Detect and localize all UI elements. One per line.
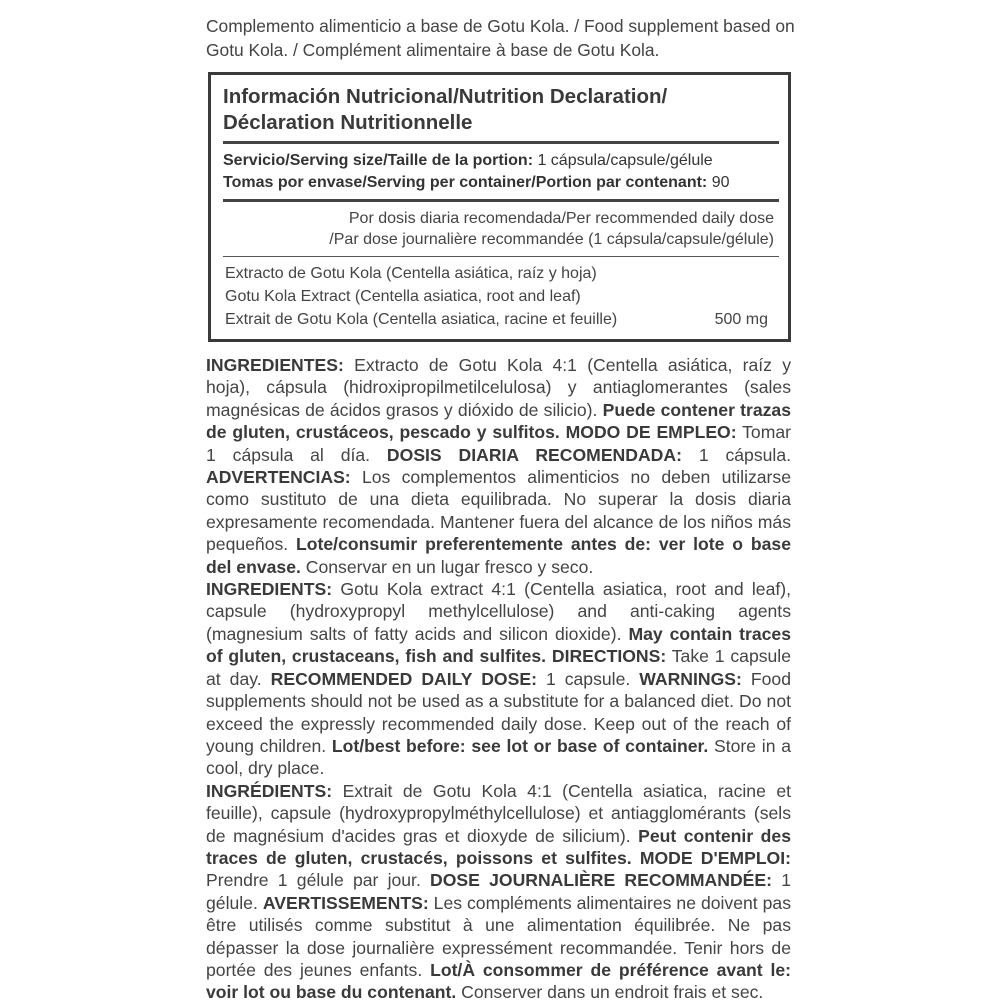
storage-en: Store in a cool, dry place. bbox=[206, 735, 791, 779]
text-dosis: 1 cápsula. bbox=[681, 444, 791, 465]
text-modo-empleo: Tomar 1 cápsula al día. bbox=[206, 422, 792, 465]
text-dose-fr: 1 gélule. bbox=[206, 870, 791, 913]
text-mode-emploi: Prendre 1 gélule par jour. bbox=[206, 870, 431, 891]
text-avertissements: Les compléments alimentaires ne doivent pas être utilisés comme substitut à une alimentation équilibrée. Ne pas dépasser la dose journalière expressément recommandée. Tenir hors de portée des jeunes enfants. bbox=[206, 892, 792, 980]
per-dose-line1: Por dosis diaria recomendada/Per recommended daily dose bbox=[348, 210, 774, 227]
storage-es: Conservar en un lugar fresco y seco. bbox=[300, 556, 594, 577]
serving-size-value: 1 cápsula/capsule/gélule bbox=[533, 152, 713, 169]
ingredients-block bbox=[206, 354, 791, 1004]
heading-ingredientes: INGREDIENTES: bbox=[206, 355, 344, 375]
nutrition-title bbox=[223, 84, 783, 136]
storage-fr: Conserver dans un endroit frais et sec. bbox=[456, 982, 764, 1003]
serving-size-label: Servicio/Serving size/Taille de la portion: bbox=[223, 152, 534, 169]
text-ingredients: Gotu Kola extract 4:1 (Centella asiatica, root and leaf), capsule (hydroxypropyl methylcellulose) and anti-caking agents (magnesium salts of fatty acids and silicon dioxide). bbox=[206, 579, 791, 644]
divider bbox=[223, 199, 779, 202]
servings-per-container-row bbox=[223, 172, 783, 194]
extract-name-es: Extracto de Gotu Kola (Centella asiática, raíz y hoja) bbox=[225, 265, 597, 282]
allergen-warning-en: May contain traces of gluten, crustaceans, fish and sulfites. DIRECTIONS: bbox=[206, 623, 791, 667]
text-dose-en: 1 capsule. bbox=[536, 668, 640, 689]
extract-name-fr: Extrait de Gotu Kola (Centella asiatica, racine et feuille) bbox=[225, 311, 618, 328]
heading-ingredients: INGREDIENTS: bbox=[206, 579, 333, 600]
heading-dose-fr: DOSE JOURNALIÈRE RECOMMANDÉE: bbox=[430, 870, 772, 891]
divider bbox=[223, 141, 779, 144]
extract-name-en: Gotu Kola Extract (Centella asiatica, root and leaf) bbox=[225, 288, 581, 305]
heading-avertissements: AVERTISSEMENTS: bbox=[262, 892, 429, 913]
divider bbox=[223, 256, 779, 257]
ingredients-es bbox=[206, 354, 791, 578]
servings-per-container-value: 90 bbox=[707, 174, 730, 191]
servings-per-container-label: Tomas por envase/Serving per container/Portion par contenant: bbox=[223, 174, 708, 191]
allergen-warning-fr: Peut contenir des traces de gluten, crustacés, poissons et sulfites. MODE D'EMPLOI: bbox=[206, 825, 791, 868]
nutrition-table bbox=[208, 72, 791, 342]
lot-info-es: Lote/consumir preferentemente antes de: ver lote o base del envase. bbox=[206, 534, 791, 577]
per-dose-line2: /Par dose journalière recommandée (1 cápsula/capsule/gélule) bbox=[329, 231, 774, 248]
extract-amount: 500 mg bbox=[714, 311, 768, 328]
nutrition-title-line1: Información Nutricional/Nutrition Declaration/ bbox=[223, 85, 668, 108]
text-warnings: Food supplements should not be used as a substitute for a balanced diet. Do not exceed the expressly recommended daily dose. Keep out of the reach of young children. bbox=[206, 668, 791, 756]
ingredients-en bbox=[206, 578, 791, 780]
text-ingredients-fr: Extrait de Gotu Kola 4:1 (Centella asiatica, racine et feuille), capsule (hydroxypropylméthylcellulose) et antiagglomérants (sels de magnésium d'acides gras et dioxyde de silicium). bbox=[206, 780, 791, 846]
lot-info-en: Lot/best before: see lot or base of container. bbox=[331, 735, 709, 756]
per-dose-header bbox=[274, 208, 774, 250]
heading-ingredients-fr: INGRÉDIENTS: bbox=[206, 780, 333, 801]
lot-info-fr: Lot/À consommer de préférence avant le: voir lot ou base du contenant. bbox=[206, 959, 791, 1003]
text-advertencias: Los complementos alimenticios no deben utilizarse como sustituto de una dieta equilibrada. No superar la dosis diaria expresamente recomendada. Mantener fuera del alcance de los niños más pequeños. bbox=[206, 467, 791, 555]
heading-warnings: WARNINGS: bbox=[639, 668, 742, 689]
text-ingredientes: Extracto de Gotu Kola 4:1 (Centella asiática, raíz y hoja), cápsula (hidroxipropilmetilcelulosa) y antiaglomerantes (sales magnésicas de ácidos grasos y dióxido de silicio). bbox=[206, 355, 791, 420]
text-directions: Take 1 capsule at day. bbox=[206, 646, 791, 689]
serving-info bbox=[223, 150, 783, 194]
allergen-warning-es: Puede contener trazas de gluten, crustáceos, pescado y sulfitos. MODO DE EMPLEO: bbox=[206, 399, 791, 443]
heading-dose-en: RECOMMENDED DAILY DOSE: bbox=[270, 668, 537, 689]
serving-size-row bbox=[223, 150, 783, 172]
ingredients-fr bbox=[206, 780, 791, 1004]
heading-advertencias: ADVERTENCIAS: bbox=[206, 467, 351, 488]
extract-names bbox=[225, 262, 765, 331]
nutrition-title-line2: Déclaration Nutritionnelle bbox=[223, 111, 473, 134]
heading-dosis: DOSIS DIARIA RECOMENDADA: bbox=[386, 444, 682, 465]
intro-text: Complemento alimenticio a base de Gotu Kola. / Food supplement based on Gotu Kola. / Complément alimentaire à base de Gotu Kola. bbox=[206, 16, 795, 60]
